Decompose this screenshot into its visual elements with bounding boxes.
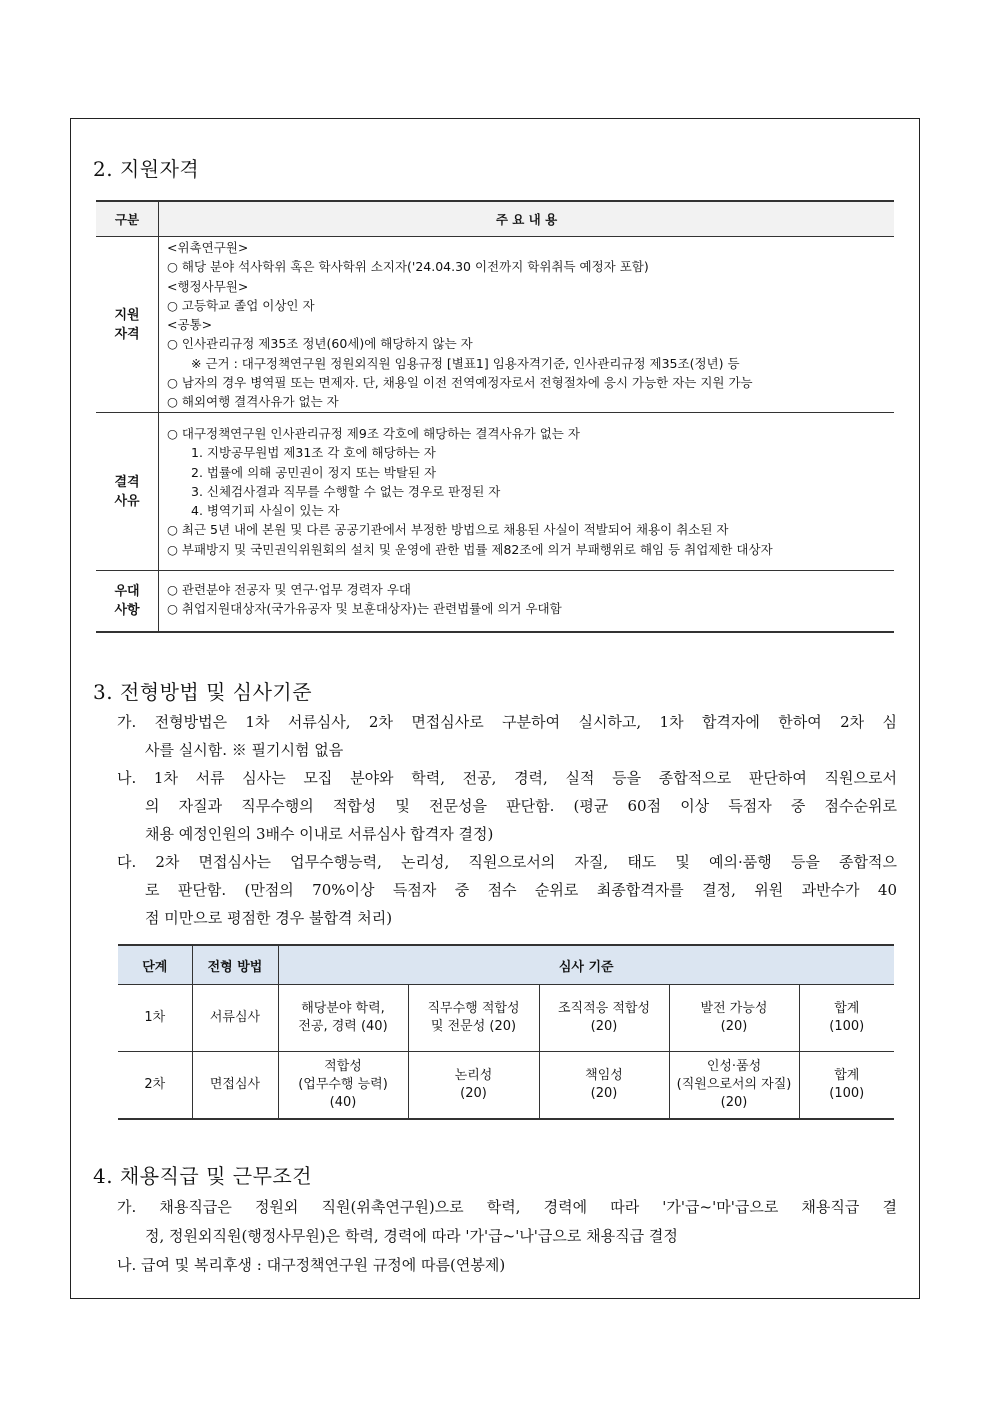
evaluation-cell: 논리성 (20) xyxy=(408,1052,539,1120)
evaluation-cell: 면접심사 xyxy=(192,1052,278,1120)
evaluation-cell: 인성·품성 (직원으로서의 자질) (20) xyxy=(669,1052,799,1120)
row-category: 지원 자격 xyxy=(96,237,159,413)
paragraph-line: 나. 급여 및 복리후생 : 대구정책연구원 규정에 따름(연봉제) xyxy=(117,1256,506,1274)
qualification-row xyxy=(96,413,894,571)
evaluation-cell: 서류심사 xyxy=(192,985,278,1052)
content-line: ○ 부패방지 및 국민권익위원회의 설치 및 운영에 관한 법률 제82조에 의거 부패행위로 해임 등 취업제한 대상자 xyxy=(167,541,773,557)
evaluation-cell: 해당분야 학력, 전공, 경력 (40) xyxy=(278,985,408,1052)
paragraph-line: 다. 2차 면접심사는 업무수행능력, 논리성, 직원으로서의 자질, 태도 및 예의·품행 등을 종합적으 xyxy=(117,853,897,871)
paragraph-line: 나. 1차 서류 심사는 모집 분야와 학력, 전공, 경력, 실적 등을 종합적으로 판단하여 직원으로서 xyxy=(117,769,897,787)
content-line: ○ 해당 분야 석사학위 혹은 학사학위 소지자('24.04.30 이전까지 학위취득 예정자 포함) xyxy=(167,259,649,275)
content-line: ○ 관련분야 전공자 및 연구·업무 경력자 우대 xyxy=(167,582,411,597)
section-4-title: 4. 채용직급 및 근무조건 xyxy=(93,1164,313,1188)
content-line: <위촉연구원> xyxy=(167,240,249,255)
evaluation-cell: 합계 (100) xyxy=(799,985,894,1052)
evaluation-cell: 2차 xyxy=(118,1052,192,1120)
paragraph-line: 가. 전형방법은 1차 서류심사, 2차 면접심사로 구분하여 실시하고, 1차 합격자에 한하여 2차 심 xyxy=(117,713,897,731)
content-line: 4. 병역기피 사실이 있는 자 xyxy=(191,503,340,519)
content-line: <행정사무원> xyxy=(167,278,249,294)
header-category: 구분 xyxy=(96,201,159,237)
paragraph-line: 점 미만으로 평점한 경우 불합격 처리) xyxy=(145,909,393,927)
paragraph-line: 정, 정원외직원(행정사무원)은 학력, 경력에 따라 '가'급~'나'급으로 채용직급 결정 xyxy=(145,1227,678,1245)
section-3-title: 3. 전형방법 및 심사기준 xyxy=(93,680,313,704)
content-line: ○ 인사관리규정 제35조 정년(60세)에 해당하지 않는 자 xyxy=(167,336,473,352)
evaluation-cell: 발전 가능성 (20) xyxy=(669,985,799,1052)
evaluation-row xyxy=(118,1052,894,1120)
section-2-title: 2. 지원자격 xyxy=(93,157,200,181)
paragraph-line: 사를 실시함. ※ 필기시험 없음 xyxy=(145,741,344,759)
paragraph-line: 의 자질과 직무수행의 적합성 및 전문성을 판단함. (평균 60점 이상 득점자 중 점수순위로 xyxy=(145,797,897,815)
header-method: 전형 방법 xyxy=(192,945,278,985)
paragraph-line: 채용 예정인원의 3배수 이내로 서류심사 합격자 결정) xyxy=(145,825,494,843)
evaluation-cell: 직무수행 적합성 및 전문성 (20) xyxy=(408,985,539,1052)
row-category: 우대 사항 xyxy=(96,571,159,633)
evaluation-table xyxy=(118,944,894,1120)
evaluation-cell: 적합성 (업무수행 능력) (40) xyxy=(278,1052,408,1120)
evaluation-row xyxy=(118,985,894,1052)
evaluation-cell: 합계 (100) xyxy=(799,1052,894,1120)
content-line: ○ 해외여행 결격사유가 없는 자 xyxy=(167,394,339,410)
paragraph-line: 가. 채용직급은 정원외 직원(위촉연구원)으로 학력, 경력에 따라 '가'급~'마'급으로 채용직급 결 xyxy=(117,1198,897,1216)
header-criteria: 심사 기준 xyxy=(278,945,894,985)
content-line: 1. 지방공무원법 제31조 각 호에 해당하는 자 xyxy=(191,445,436,461)
paragraph-line: 로 판단함. (만점의 70%이상 득점자 중 점수 순위로 최종합격자를 결정, 위원 과반수가 40 xyxy=(145,881,897,899)
content-line: ○ 최근 5년 내에 본원 및 다른 공공기관에서 부정한 방법으로 채용된 사실이 적발되어 채용이 취소된 자 xyxy=(167,522,729,538)
content-line: ○ 취업지원대상자(국가유공자 및 보훈대상자)는 관련법률에 의거 우대함 xyxy=(167,601,562,617)
content-line: ○ 남자의 경우 병역필 또는 면제자. 단, 채용일 이전 전역예정자로서 전형절차에 응시 가능한 자는 지원 가능 xyxy=(167,375,753,391)
content-line: ○ 고등학교 졸업 이상인 자 xyxy=(167,297,315,313)
evaluation-cell: 조직적응 적합성 (20) xyxy=(539,985,669,1052)
qualification-table xyxy=(96,200,894,633)
evaluation-cell: 책임성 (20) xyxy=(539,1052,669,1120)
qualification-row xyxy=(96,571,894,633)
qualification-row xyxy=(96,237,894,413)
content-line: 3. 신체검사결과 직무를 수행할 수 없는 경우로 판정된 자 xyxy=(191,483,501,499)
content-line: <공통> xyxy=(167,317,213,333)
content-line: ○ 대구정책연구원 인사관리규정 제9조 각호에 해당하는 결격사유가 없는 자 xyxy=(167,426,580,441)
header-stage: 단계 xyxy=(118,945,192,985)
content-line: ※ 근거 : 대구정책연구원 정원외직원 임용규정 [별표1] 임용자격기준, 인사관리규정 제35조(정년) 등 xyxy=(191,355,740,371)
header-content: 주 요 내 용 xyxy=(159,201,895,237)
evaluation-cell: 1차 xyxy=(118,985,192,1052)
content-line: 2. 법률에 의해 공민권이 정지 또는 박탈된 자 xyxy=(191,464,437,480)
row-category: 결격 사유 xyxy=(96,413,159,571)
